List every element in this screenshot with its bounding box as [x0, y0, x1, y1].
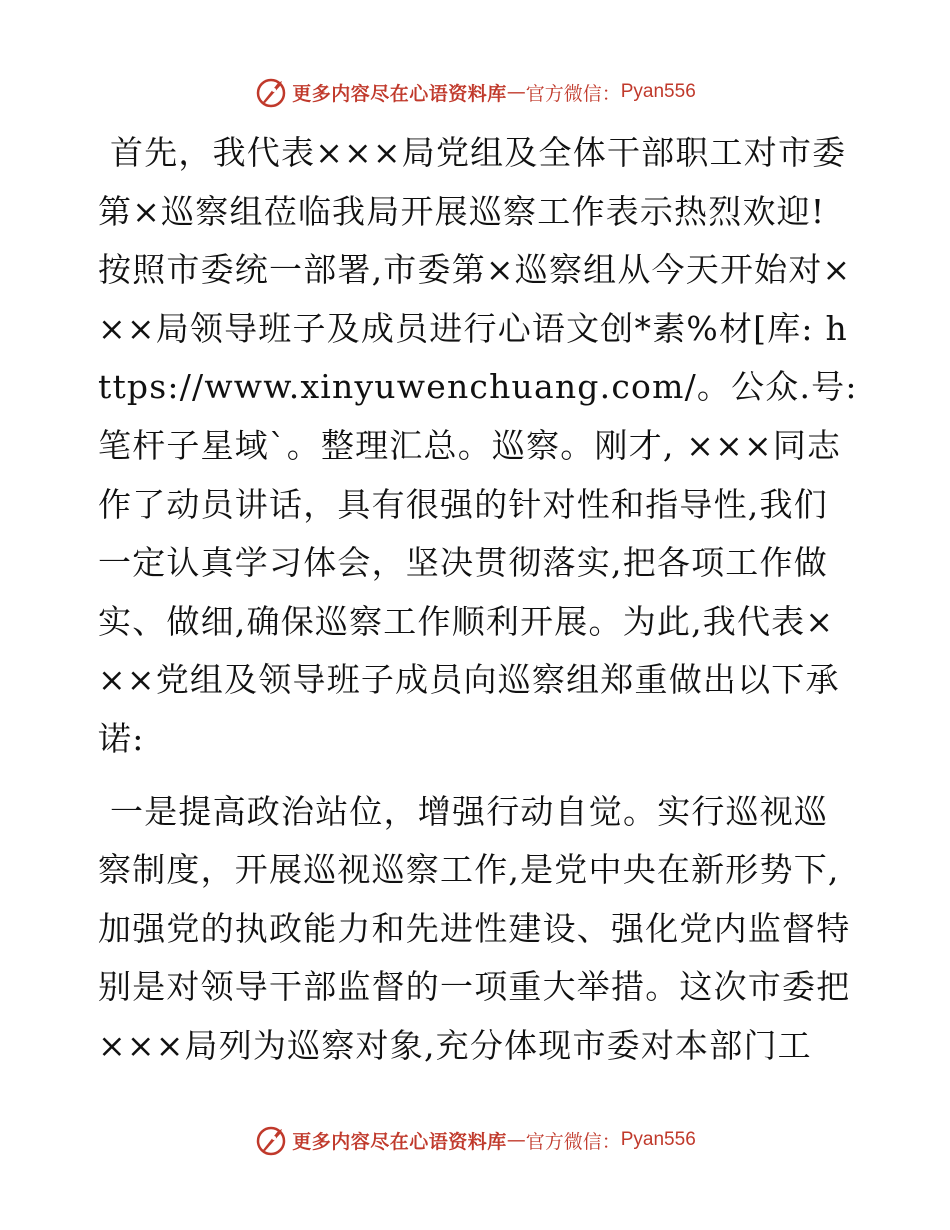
footer-dash: — — [506, 1129, 526, 1151]
paragraph-2: 一是提高政治站位，增强行动自觉。实行巡视巡察制度，开展巡视巡察工作,是党中央在新形势下,加强党的执政能力和先进性建设、强化党内监督特别是对领导干部监督的一项重大举措。这次市委把×××局列为巡察对象,充分体现市委对本部门工 — [98, 791, 851, 1065]
header-wechat-handle: Pyan556 — [620, 81, 696, 102]
document-body — [98, 124, 858, 1090]
header-official-label: 官方微信： — [525, 82, 621, 105]
header-brand-text: 更多内容尽在心语资料库 — [292, 82, 507, 105]
header-dash: — — [506, 81, 526, 103]
paragraph-1: 首先，我代表×××局党组及全体干部职工对市委第×巡察组莅临我局开展巡察工作表示热烈欢迎!按照市委统一部署,市委第×巡察组从今天开始对×××局领导班子及成员进行心语文创*素%材[库: https://www.xinyuwenchuang.com/。公众.号: 笔杆子星域`。整理汇总。巡察。刚才, ×××同志作了动员讲话，具有很强的针对性和指导性,我们一定认真学习体会，坚决贯彻落实,把各项工作做实、做细,确保巡察工作顺利开展。为此,我代表×××党组及领导班子成员向巡察组郑重做出以下承诺: — [98, 133, 858, 758]
feather-pen-logo-icon — [254, 1123, 288, 1157]
feather-pen-logo-icon — [254, 75, 288, 109]
footer-watermark — [0, 1120, 950, 1160]
footer-brand-text: 更多内容尽在心语资料库 — [292, 1130, 507, 1153]
footer-official-label: 官方微信： — [525, 1130, 621, 1153]
header-watermark — [0, 72, 950, 112]
footer-wechat-handle: Pyan556 — [620, 1129, 696, 1150]
